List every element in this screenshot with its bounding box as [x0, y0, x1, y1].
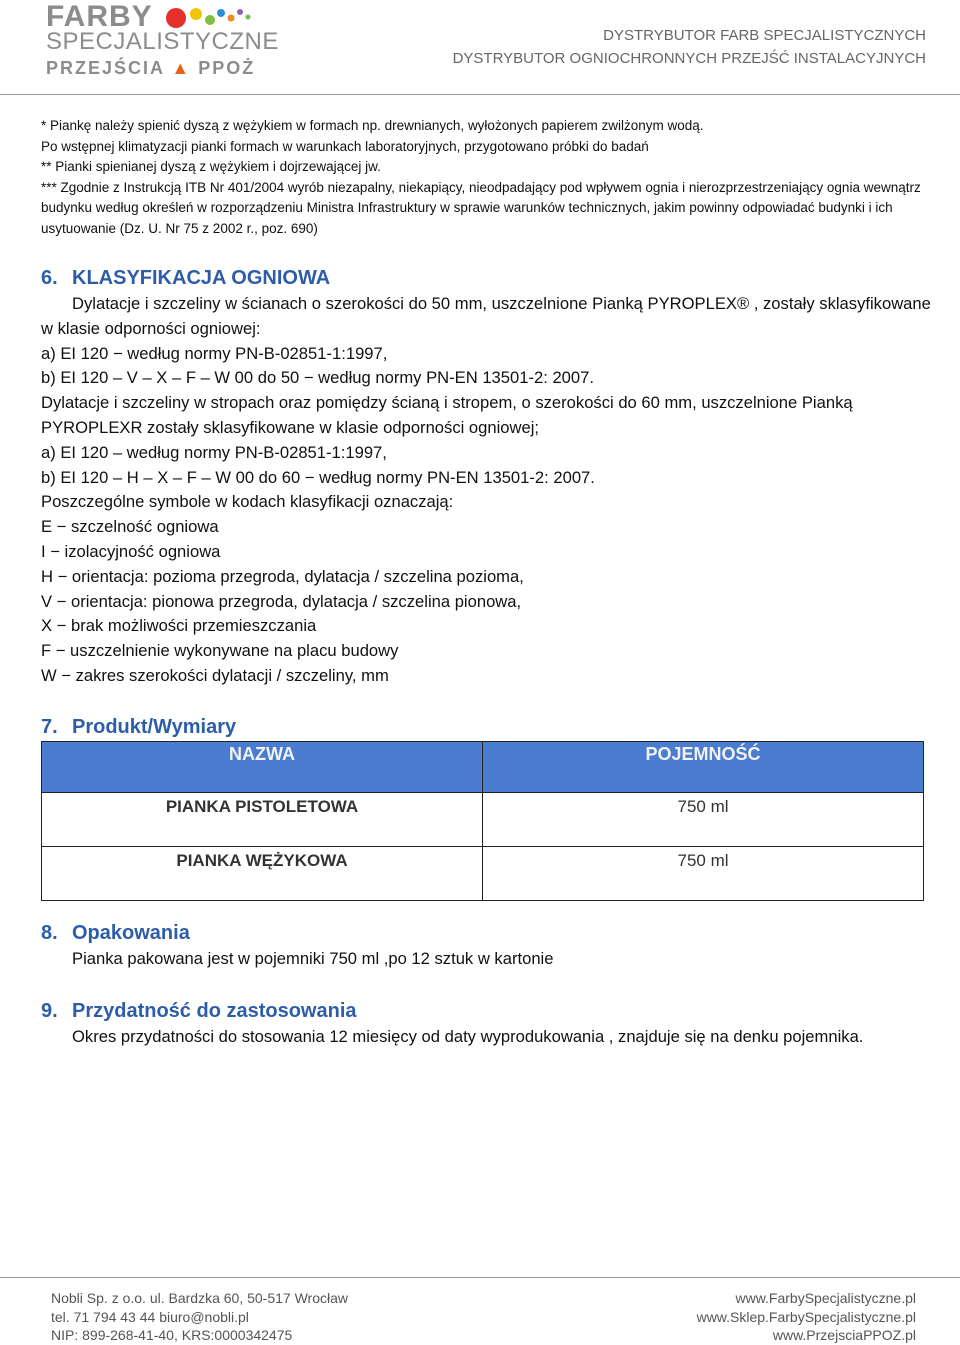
paragraph: a) EI 120 – według normy PN-B-02851-1:1997, — [41, 442, 387, 462]
table-row — [42, 847, 924, 901]
section-number: 9. — [41, 1000, 58, 1022]
product-capacity-cell: 750 ml — [483, 793, 924, 847]
section-number: 6. — [41, 267, 58, 289]
symbol-item: V − orientacja: pionowa przegroda, dylatacja / szczelina pionowa, — [41, 591, 522, 611]
paragraph: Dylatacje i szczeliny w stropach oraz pomiędzy ścianą i stropem, o szerokości do 60 mm, uszczelnione Pianką PYROPLEXR zostały sklasyfikowane w klasie odporności ogniowej; — [41, 393, 853, 437]
table-row — [42, 793, 924, 847]
table-header-row — [42, 742, 924, 793]
symbol-item: X − brak możliwości przemieszczania — [41, 616, 317, 636]
footer-contact[interactable]: tel. 71 794 43 44 biuro@nobli.pl — [51, 1308, 249, 1325]
flame-icon: ▲ — [171, 58, 192, 78]
footnote: * Piankę należy spienić dyszą z wężykiem w formach np. drewnianych, wyłożonych papierem zwilżonym wodą. — [41, 118, 704, 133]
logo-text-farby: FARBY — [46, 0, 153, 33]
section-title: Produkt/Wymiary — [72, 716, 237, 738]
logo-dots-icon — [164, 4, 254, 30]
footnote: ** Pianki spienianej dyszą z wężykiem i dojrzewającej jw. — [41, 159, 381, 174]
paragraph: a) EI 120 − według normy PN-B-02851-1:1997, — [41, 343, 388, 363]
footnotes-block — [41, 116, 931, 239]
product-capacity-cell: 750 ml — [483, 847, 924, 901]
section-heading — [41, 997, 931, 1025]
header-tagline-line2: DYSTRYBUTOR OGNIOCHRONNYCH PRZEJŚĆ INSTALACYJNYCH — [452, 50, 926, 67]
footnote: Po wstępnej klimatyzacji pianki formach w warunkach laboratoryjnych, przygotowano próbki do badań — [41, 138, 649, 154]
logo-text-przejscia — [46, 57, 255, 79]
section-heading — [41, 919, 931, 947]
column-header-name: NAZWA — [42, 742, 483, 793]
section-title: KLASYFIKACJA OGNIOWA — [72, 267, 331, 289]
footer-company-info — [51, 1289, 348, 1345]
section-heading — [41, 713, 931, 741]
logo-text-specjalistyczne: SPECJALISTYCZNE — [46, 28, 279, 55]
footer-address: Nobli Sp. z o.o. ul. Bardzka 60, 50-517 Wrocław — [51, 1290, 349, 1306]
company-logo — [46, 0, 279, 82]
column-header-capacity: POJEMNOŚĆ — [483, 742, 924, 793]
footer-links — [697, 1289, 916, 1345]
paragraph: b) EI 120 – V – X – F – W 00 do 50 − według normy PN-EN 13501-2: 2007. — [41, 368, 594, 388]
symbol-item: F − uszczelnienie wykonywane na placu budowy — [41, 641, 399, 661]
section-shelf-life — [41, 997, 931, 1050]
header-tagline-line1: DYSTRYBUTOR FARB SPECJALISTYCZNYCH — [603, 27, 926, 44]
header-tagline — [453, 24, 926, 70]
section-product-dimensions — [41, 713, 931, 741]
page-header — [0, 0, 960, 96]
product-name-cell: PIANKA PISTOLETOWA — [42, 793, 483, 847]
footer-registration: NIP: 899-268-41-40, KRS:0000342475 — [51, 1327, 293, 1343]
section-number: 7. — [41, 716, 58, 738]
symbol-item: E − szczelność ogniowa — [41, 517, 219, 537]
paragraph: Pianka pakowana jest w pojemniki 750 ml ,po 12 sztuk w kartonie — [72, 949, 554, 968]
footer-link-przejscia[interactable]: www.PrzejsciaPPOZ.pl — [772, 1327, 916, 1343]
product-table — [41, 741, 924, 901]
paragraph: Dylatacje i szczeliny w ścianach o szerokości do 50 mm, uszczelnione Pianką PYROPLEX® , zostały sklasyfikowane w klasie odporności ogniowej: — [41, 294, 931, 338]
symbol-item: W − zakres szerokości dylatacji / szczeliny, mm — [41, 665, 389, 685]
symbol-item: I − izolacyjność ogniowa — [41, 541, 221, 561]
section-heading — [41, 264, 931, 292]
symbol-item: H − orientacja: pozioma przegroda, dylatacja / szczelina pozioma, — [41, 566, 524, 586]
footer-link-sklep[interactable]: www.Sklep.FarbySpecjalistyczne.pl — [696, 1308, 916, 1325]
section-packaging — [41, 919, 931, 972]
paragraph: b) EI 120 – H – X – F – W 00 do 60 − według normy PN-EN 13501-2: 2007. — [41, 467, 595, 487]
section-title: Przydatność do zastosowania — [72, 1000, 357, 1022]
logo-text-ppoz-word: PPOŻ — [198, 58, 256, 78]
footnote: *** Zgodnie z Instrukcją ITB Nr 401/2004 wyrób niezapalny, niekapiący, nieodpadający pod wpływem ognia i nierozprzestrzeniający ognia wewnątrz budynku według określeń w rozporządzeniu Ministra Infrastruktury w sprawie warunków technicznych, jakim powinny odpowiadać budynki i ich usytuowanie (Dz. U. Nr 75 z 2002 r., poz. 690) — [41, 179, 921, 236]
section-fire-classification — [41, 264, 931, 689]
paragraph: Poszczególne symbole w kodach klasyfikacji oznaczają: — [41, 492, 454, 512]
product-name-cell: PIANKA WĘŻYKOWA — [42, 847, 483, 901]
paragraph: Okres przydatności do stosowania 12 miesięcy od daty wyprodukowania , znajduje się na denku pojemnika. — [72, 1027, 864, 1046]
section-title: Opakowania — [72, 922, 190, 944]
footer-link-farby[interactable]: www.FarbySpecjalistyczne.pl — [735, 1290, 916, 1306]
section-number: 8. — [41, 922, 58, 944]
footer-divider — [0, 1277, 960, 1278]
header-divider — [0, 94, 960, 95]
logo-text-przejscia-word: PRZEJŚCIA — [46, 58, 165, 78]
